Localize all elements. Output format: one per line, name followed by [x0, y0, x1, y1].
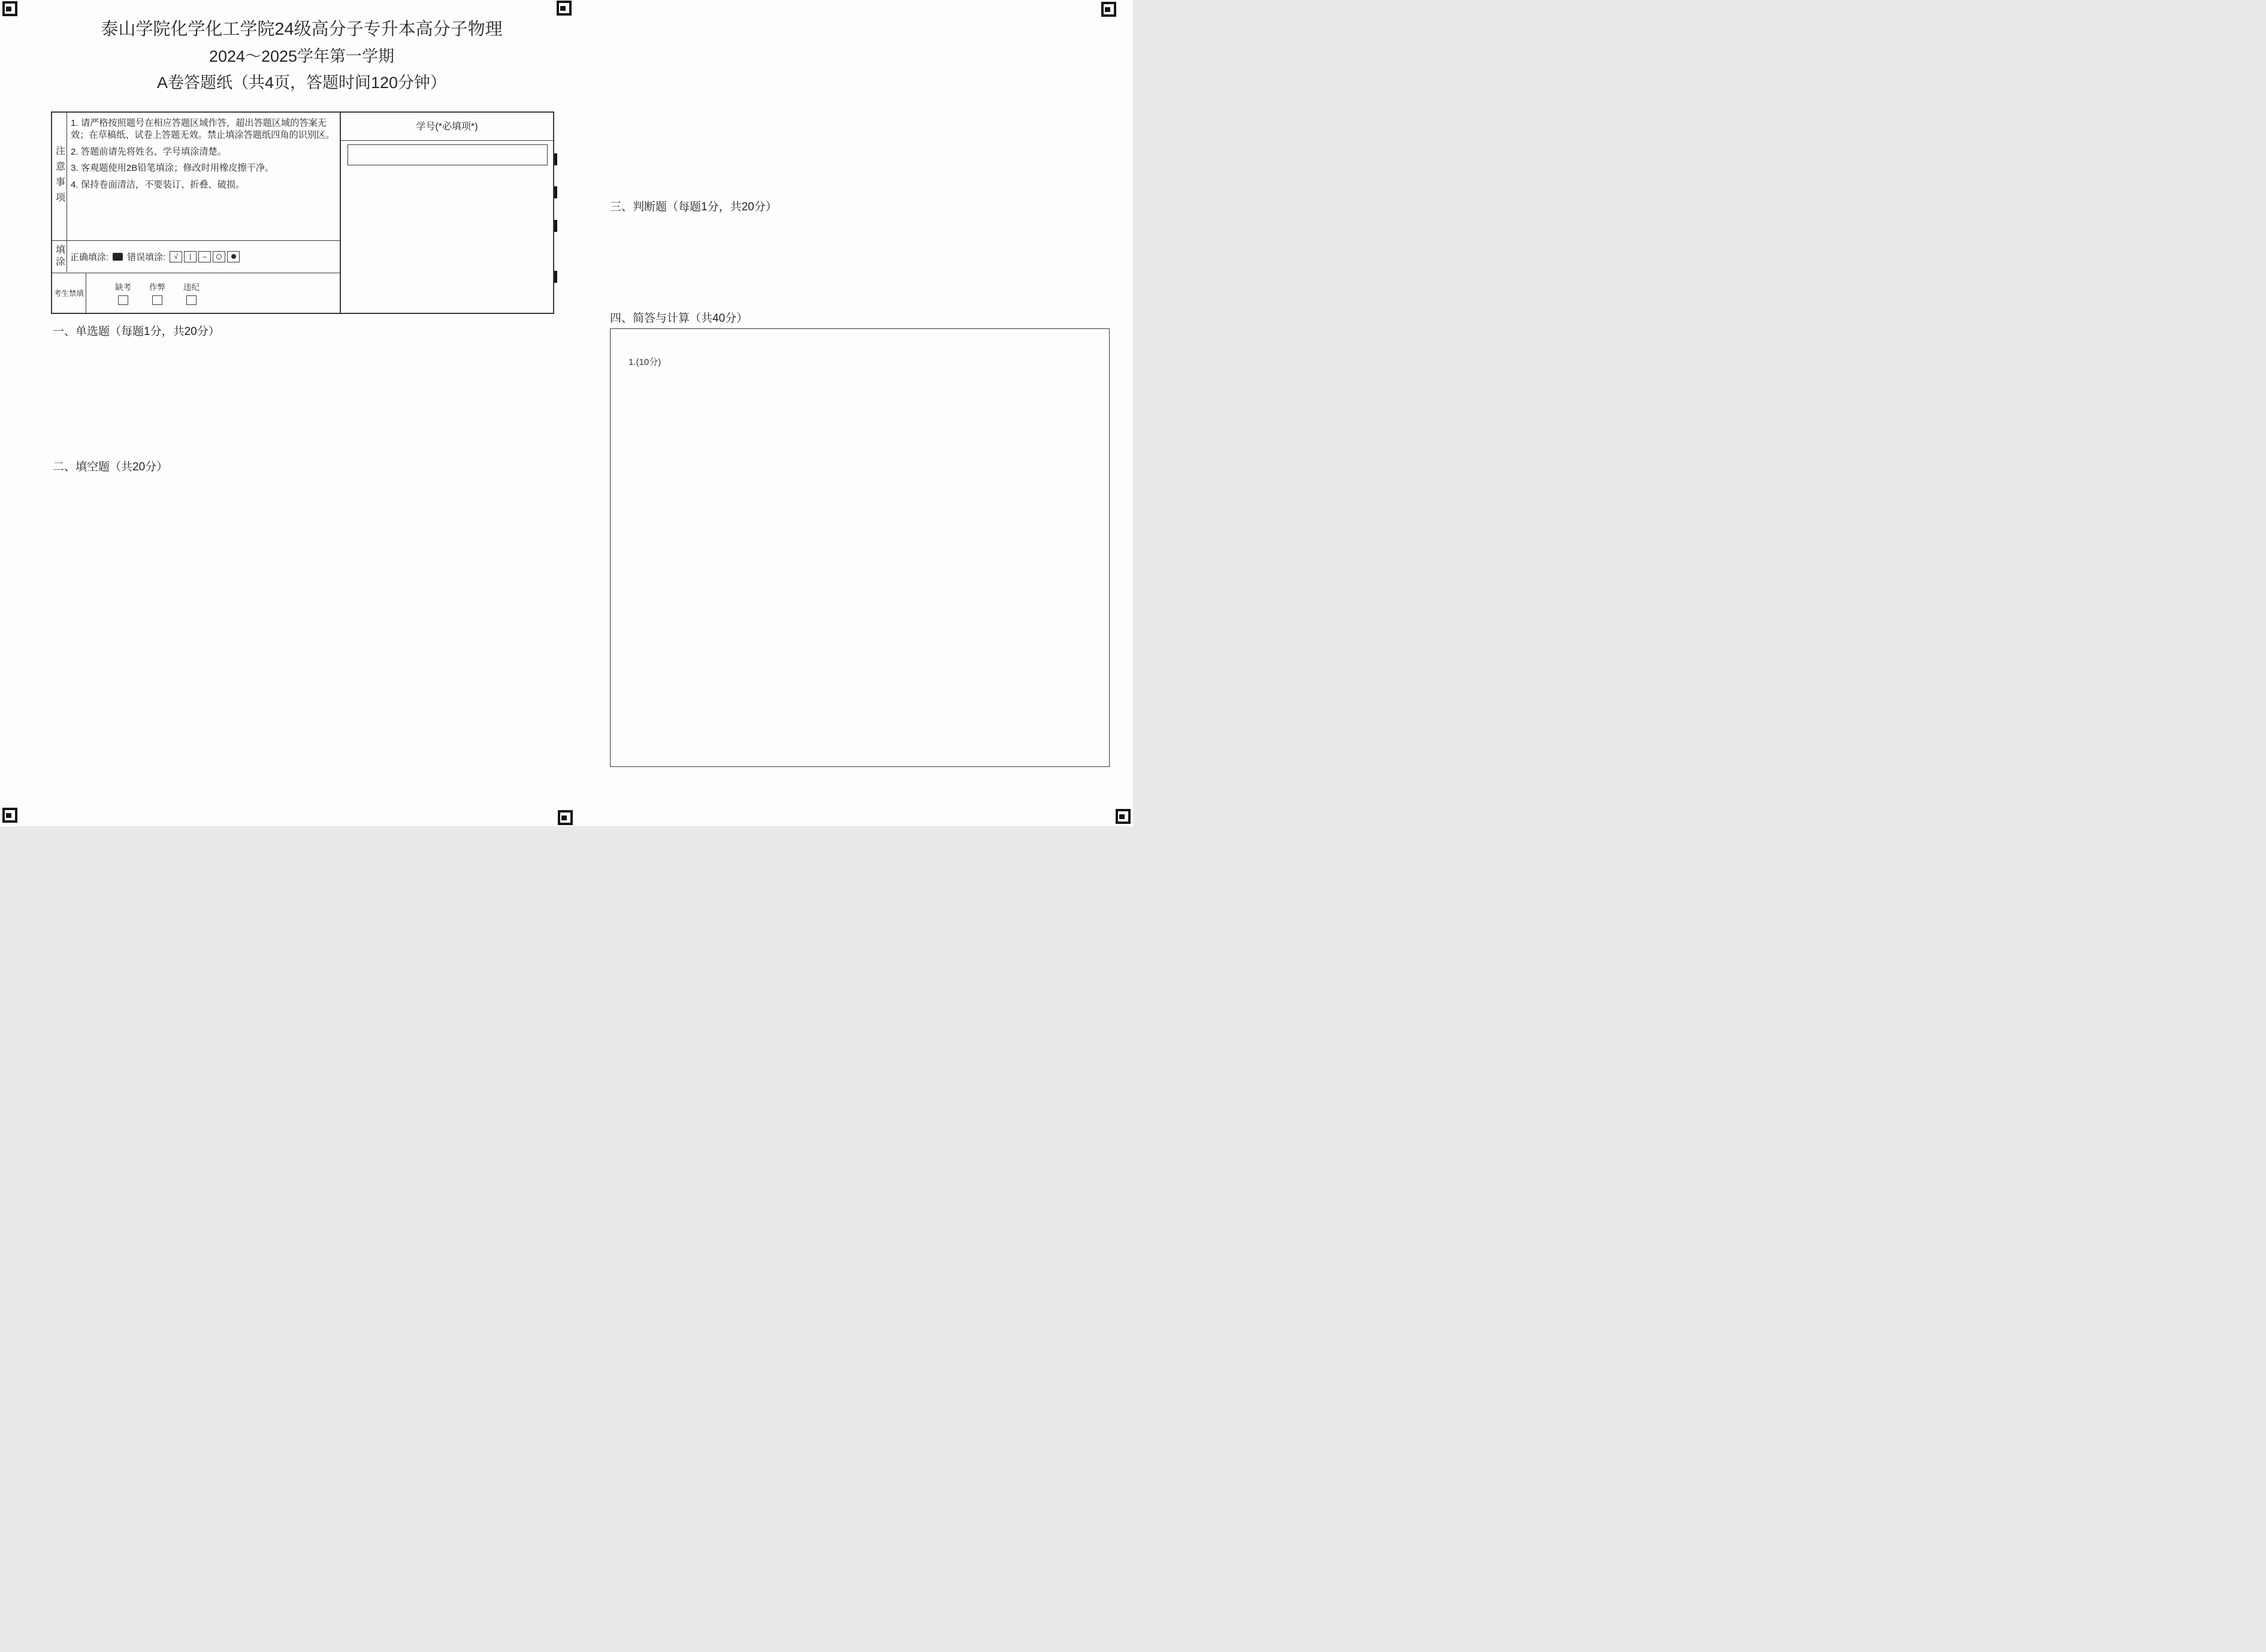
title-block — [51, 16, 552, 96]
wrong-mark-circle-icon — [213, 251, 225, 262]
correct-fill-label: 正确填涂: — [70, 252, 109, 262]
registration-marker-icon — [2, 1, 17, 16]
wrong-mark-bar-icon: | — [184, 251, 197, 262]
judge-answer-grid — [619, 217, 1002, 295]
fill-instruction-label: 填涂 — [52, 241, 67, 272]
student-id-bubble-grid — [348, 169, 548, 307]
answer-sheet — [0, 0, 1133, 826]
forbidden-label: 考生禁填 — [52, 273, 86, 313]
examinee-forbidden-row — [52, 273, 340, 313]
notice-list — [67, 115, 342, 242]
forbidden-option — [183, 280, 200, 305]
notice-item: 3. 客观题使用2B铅笔填涂；修改时用橡皮擦干净。 — [71, 163, 274, 174]
fill-instruction-row — [52, 240, 340, 272]
wrong-mark-dash-icon: – — [198, 251, 211, 262]
circle-glyph — [216, 254, 222, 259]
fill-instruction-content — [70, 241, 339, 272]
divider — [341, 140, 553, 141]
wrong-mark-dot-icon — [227, 251, 240, 262]
semester-subtitle: 2024～2025学年第一学期 — [209, 47, 395, 65]
dot-glyph — [231, 254, 236, 259]
correct-fill-mark-icon — [113, 253, 123, 261]
forbidden-checkbox — [186, 295, 197, 305]
registration-marker-icon — [557, 1, 572, 16]
registration-marker-icon — [558, 810, 573, 825]
notice-item: 4. 保持卷面清洁，不要装订、折叠、破损。 — [71, 180, 245, 190]
forbidden-option-label: 作弊 — [149, 283, 165, 292]
section-title-short-answer: 四、简答与计算（共40分） — [610, 312, 748, 325]
section-title-fill: 二、填空题（共20分） — [53, 461, 168, 473]
notice-label: 注意事项 — [52, 113, 67, 240]
paper-subtitle: A卷答题纸（共4页，答题时间120分钟） — [156, 74, 447, 92]
wrong-fill-label: 错误填涂: — [127, 252, 166, 262]
forbidden-checkbox — [152, 295, 162, 305]
section-title-mcq: 一、单选题（每题1分，共20分） — [53, 325, 220, 338]
student-id-digit-row — [348, 144, 548, 165]
mcq-answer-grid — [59, 346, 552, 424]
forbidden-options — [86, 273, 295, 313]
student-id-section — [340, 113, 553, 313]
wrong-mark-check-icon: √ — [170, 251, 182, 262]
short-answer-box — [610, 328, 1110, 767]
forbidden-option-label: 违纪 — [183, 283, 200, 292]
student-id-title: 学号(*必填项*) — [416, 122, 478, 132]
header-box — [51, 111, 554, 314]
fill-blank-column-right — [610, 12, 1110, 192]
forbidden-option — [149, 280, 165, 305]
registration-marker-icon — [1116, 809, 1131, 824]
notice-item: 2. 答题前请先将姓名、学号填涂清楚。 — [71, 146, 226, 157]
page-title: 泰山学院化学化工学院24级高分子专升本高分子物理 — [101, 20, 503, 39]
wrong-fill-marks — [170, 251, 241, 262]
registration-marker-icon — [2, 808, 17, 823]
forbidden-option-label: 缺考 — [115, 283, 131, 292]
fill-blank-column-left — [51, 478, 552, 790]
notice-item: 1. 请严格按照题号在相应答题区域作答，超出答题区域的答案无效；在草稿纸、试卷上答题无效。禁止填涂答题纸四角的识别区。 — [71, 118, 335, 140]
forbidden-checkbox — [118, 295, 128, 305]
section-title-judge: 三、判断题（每题1分，共20分） — [610, 201, 777, 213]
short-answer-question-label: 1.(10分) — [629, 357, 661, 367]
forbidden-option — [115, 280, 131, 305]
